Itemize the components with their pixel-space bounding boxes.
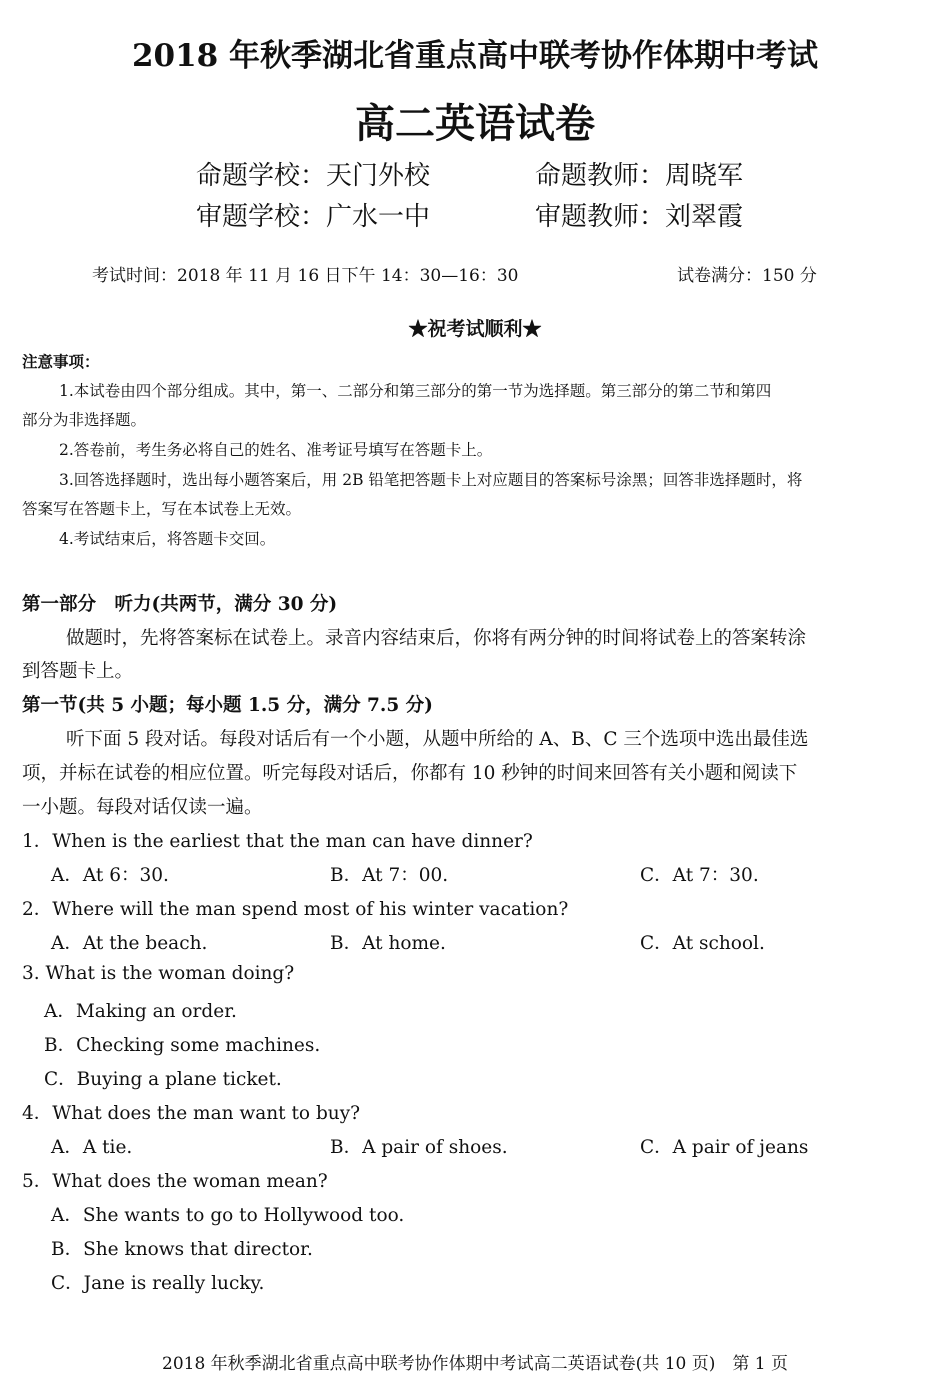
part1-heading: 第一部分 听力(共两节，满分 30 分) <box>22 594 338 615</box>
section1-heading: 第一节(共 5 小题；每小题 1.5 分，满分 7.5 分) <box>22 695 433 716</box>
question-5-stem: 5．What does the woman mean? <box>22 1171 328 1192</box>
paper-title: 高二英语试卷 <box>355 100 595 147</box>
good-luck-banner: ★祝考试顺利★ <box>408 318 542 340</box>
question-5-option-c: C．Jane is really lucky. <box>51 1273 265 1294</box>
question-4-option-a: A．A tie. <box>51 1137 133 1158</box>
question-3-option-a: A．Making an order. <box>44 1001 237 1022</box>
review-teacher: 审题教师：刘翠霞 <box>535 202 744 232</box>
question-2-option-b: B．At home. <box>330 933 446 954</box>
question-3-option-b: B．Checking some machines. <box>44 1035 321 1056</box>
question-2-option-c: C．At school. <box>640 933 765 954</box>
note-4: 4.考试结束后，将答题卡交回。 <box>59 530 276 548</box>
author-school: 命题学校：天门外校 <box>196 161 431 191</box>
part1-intro-2: 到答题卡上。 <box>22 661 134 682</box>
note-3-cont: 答案写在答题卡上，写在本试卷上无效。 <box>22 500 302 518</box>
review-school: 审题学校：广水一中 <box>196 202 431 232</box>
page-footer: 2018 年秋季湖北省重点高中联考协作体期中考试高二英语试卷(共 10 页) 第 1 页 <box>162 1354 788 1374</box>
question-3-option-c: C．Buying a plane ticket. <box>44 1069 282 1090</box>
question-5-option-b: B．She knows that director. <box>51 1239 313 1260</box>
part1-intro-1: 做题时，先将答案标在试卷上。录音内容结束后，你将有两分钟的时间将试卷上的答案转涂 <box>66 628 807 649</box>
exam-time: 考试时间：2018 年 11 月 16 日下午 14：30—16：30 <box>92 266 519 286</box>
note-1: 1.本试卷由四个部分组成。其中，第一、二部分和第三部分的第一节为选择题。第三部分的第二节和第四 <box>59 382 772 400</box>
question-3-stem: 3. What is the woman doing? <box>22 963 295 984</box>
exam-title: 2018 年秋季湖北省重点高中联考协作体期中考试 <box>131 38 819 74</box>
author-teacher: 命题教师：周晓军 <box>535 161 744 191</box>
question-1-option-c: C．At 7：30. <box>640 865 759 886</box>
question-1-stem: 1．When is the earliest that the man can have dinner? <box>22 831 533 852</box>
question-2-stem: 2．Where will the man spend most of his winter vacation? <box>22 899 569 920</box>
note-1-cont: 部分为非选择题。 <box>22 411 147 429</box>
notes-heading: 注意事项： <box>22 352 100 371</box>
question-4-stem: 4．What does the man want to buy? <box>22 1103 361 1124</box>
full-score: 试卷满分：150 分 <box>677 266 817 286</box>
question-5-option-a: A．She wants to go to Hollywood too. <box>51 1205 405 1226</box>
question-2-option-a: A．At the beach. <box>51 933 208 954</box>
section1-line-2: 项，并标在试卷的相应位置。听完每段对话后，你都有 10 秒钟的时间来回答有关小题和阅读下 <box>22 763 798 784</box>
question-1-option-b: B．At 7：00. <box>330 865 449 886</box>
question-4-option-c: C．A pair of jeans <box>640 1137 809 1158</box>
section1-line-1: 听下面 5 段对话。每段对话后有一个小题，从题中所给的 A、B、C 三个选项中选出最佳选 <box>66 729 809 750</box>
note-2: 2.答卷前，考生务必将自己的姓名、准考证号填写在答题卡上。 <box>59 441 493 459</box>
question-1-option-a: A．At 6：30. <box>51 865 169 886</box>
question-4-option-b: B．A pair of shoes. <box>330 1137 508 1158</box>
section1-line-3: 一小题。每段对话仅读一遍。 <box>22 797 263 818</box>
note-3: 3.回答选择题时，选出每小题答案后，用 2B 铅笔把答题卡上对应题目的答案标号涂黑；回答非选择题时，将 <box>59 471 803 489</box>
